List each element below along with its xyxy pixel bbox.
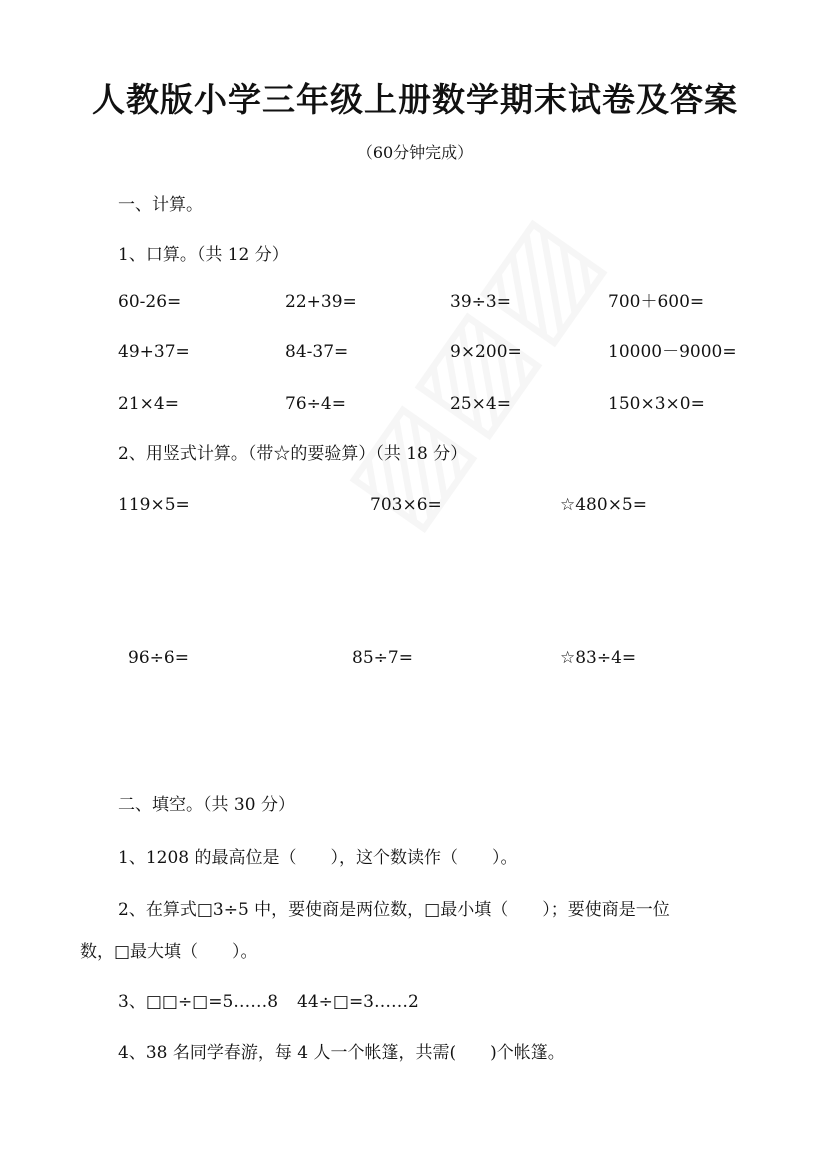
section1-heading: 一、计算。 [118,195,203,215]
oral-problem: 25×4= [450,394,511,414]
oral-problem: 84-37= [285,342,349,362]
oral-problem: 21×4= [118,394,179,414]
oral-problem: 49+37= [118,342,190,362]
oral-problem: 76÷4= [285,394,346,414]
fill-question-3a: 3、□□÷□=5……8 [118,992,279,1012]
fill-question-2: 2、在算式□3÷5 中，要使商是两位数，□最小填（ ）；要使商是一位 [118,900,670,920]
vertical-problem: 119×5= [118,495,190,515]
page-title: 人教版小学三年级上册数学期末试卷及答案 [92,80,738,119]
vertical-problem: 96÷6= [128,648,189,668]
fill-question-1: 1、1208 的最高位是（ ），这个数读作（ ）。 [118,848,518,868]
subtitle: （60分钟完成） [356,143,474,162]
fill-question-3b: 44÷□=3……2 [297,992,419,1012]
oral-problem: 10000－9000= [608,342,737,362]
oral-problem: 22+39= [285,292,357,312]
fill-question-2-cont: 数，□最大填（ ）。 [80,942,258,962]
q2-label: 2、用竖式计算。（带☆的要验算）（共 18 分） [118,444,468,464]
fill-question-4: 4、38 名同学春游，每 4 人一个帐篷，共需( )个帐篷。 [118,1043,565,1063]
q1-label: 1、口算。（共 12 分） [118,245,289,265]
section2-heading: 二、填空。（共 30 分） [118,795,295,815]
oral-problem: 150×3×0= [608,394,705,414]
oral-problem: 39÷3= [450,292,511,312]
oral-problem: 60-26= [118,292,182,312]
vertical-problem: ☆83÷4= [560,648,637,668]
vertical-problem: 703×6= [370,495,442,515]
vertical-problem: ☆480×5= [560,495,647,515]
vertical-problem: 85÷7= [352,648,413,668]
oral-problem: 700＋600= [608,292,705,312]
oral-problem: 9×200= [450,342,522,362]
